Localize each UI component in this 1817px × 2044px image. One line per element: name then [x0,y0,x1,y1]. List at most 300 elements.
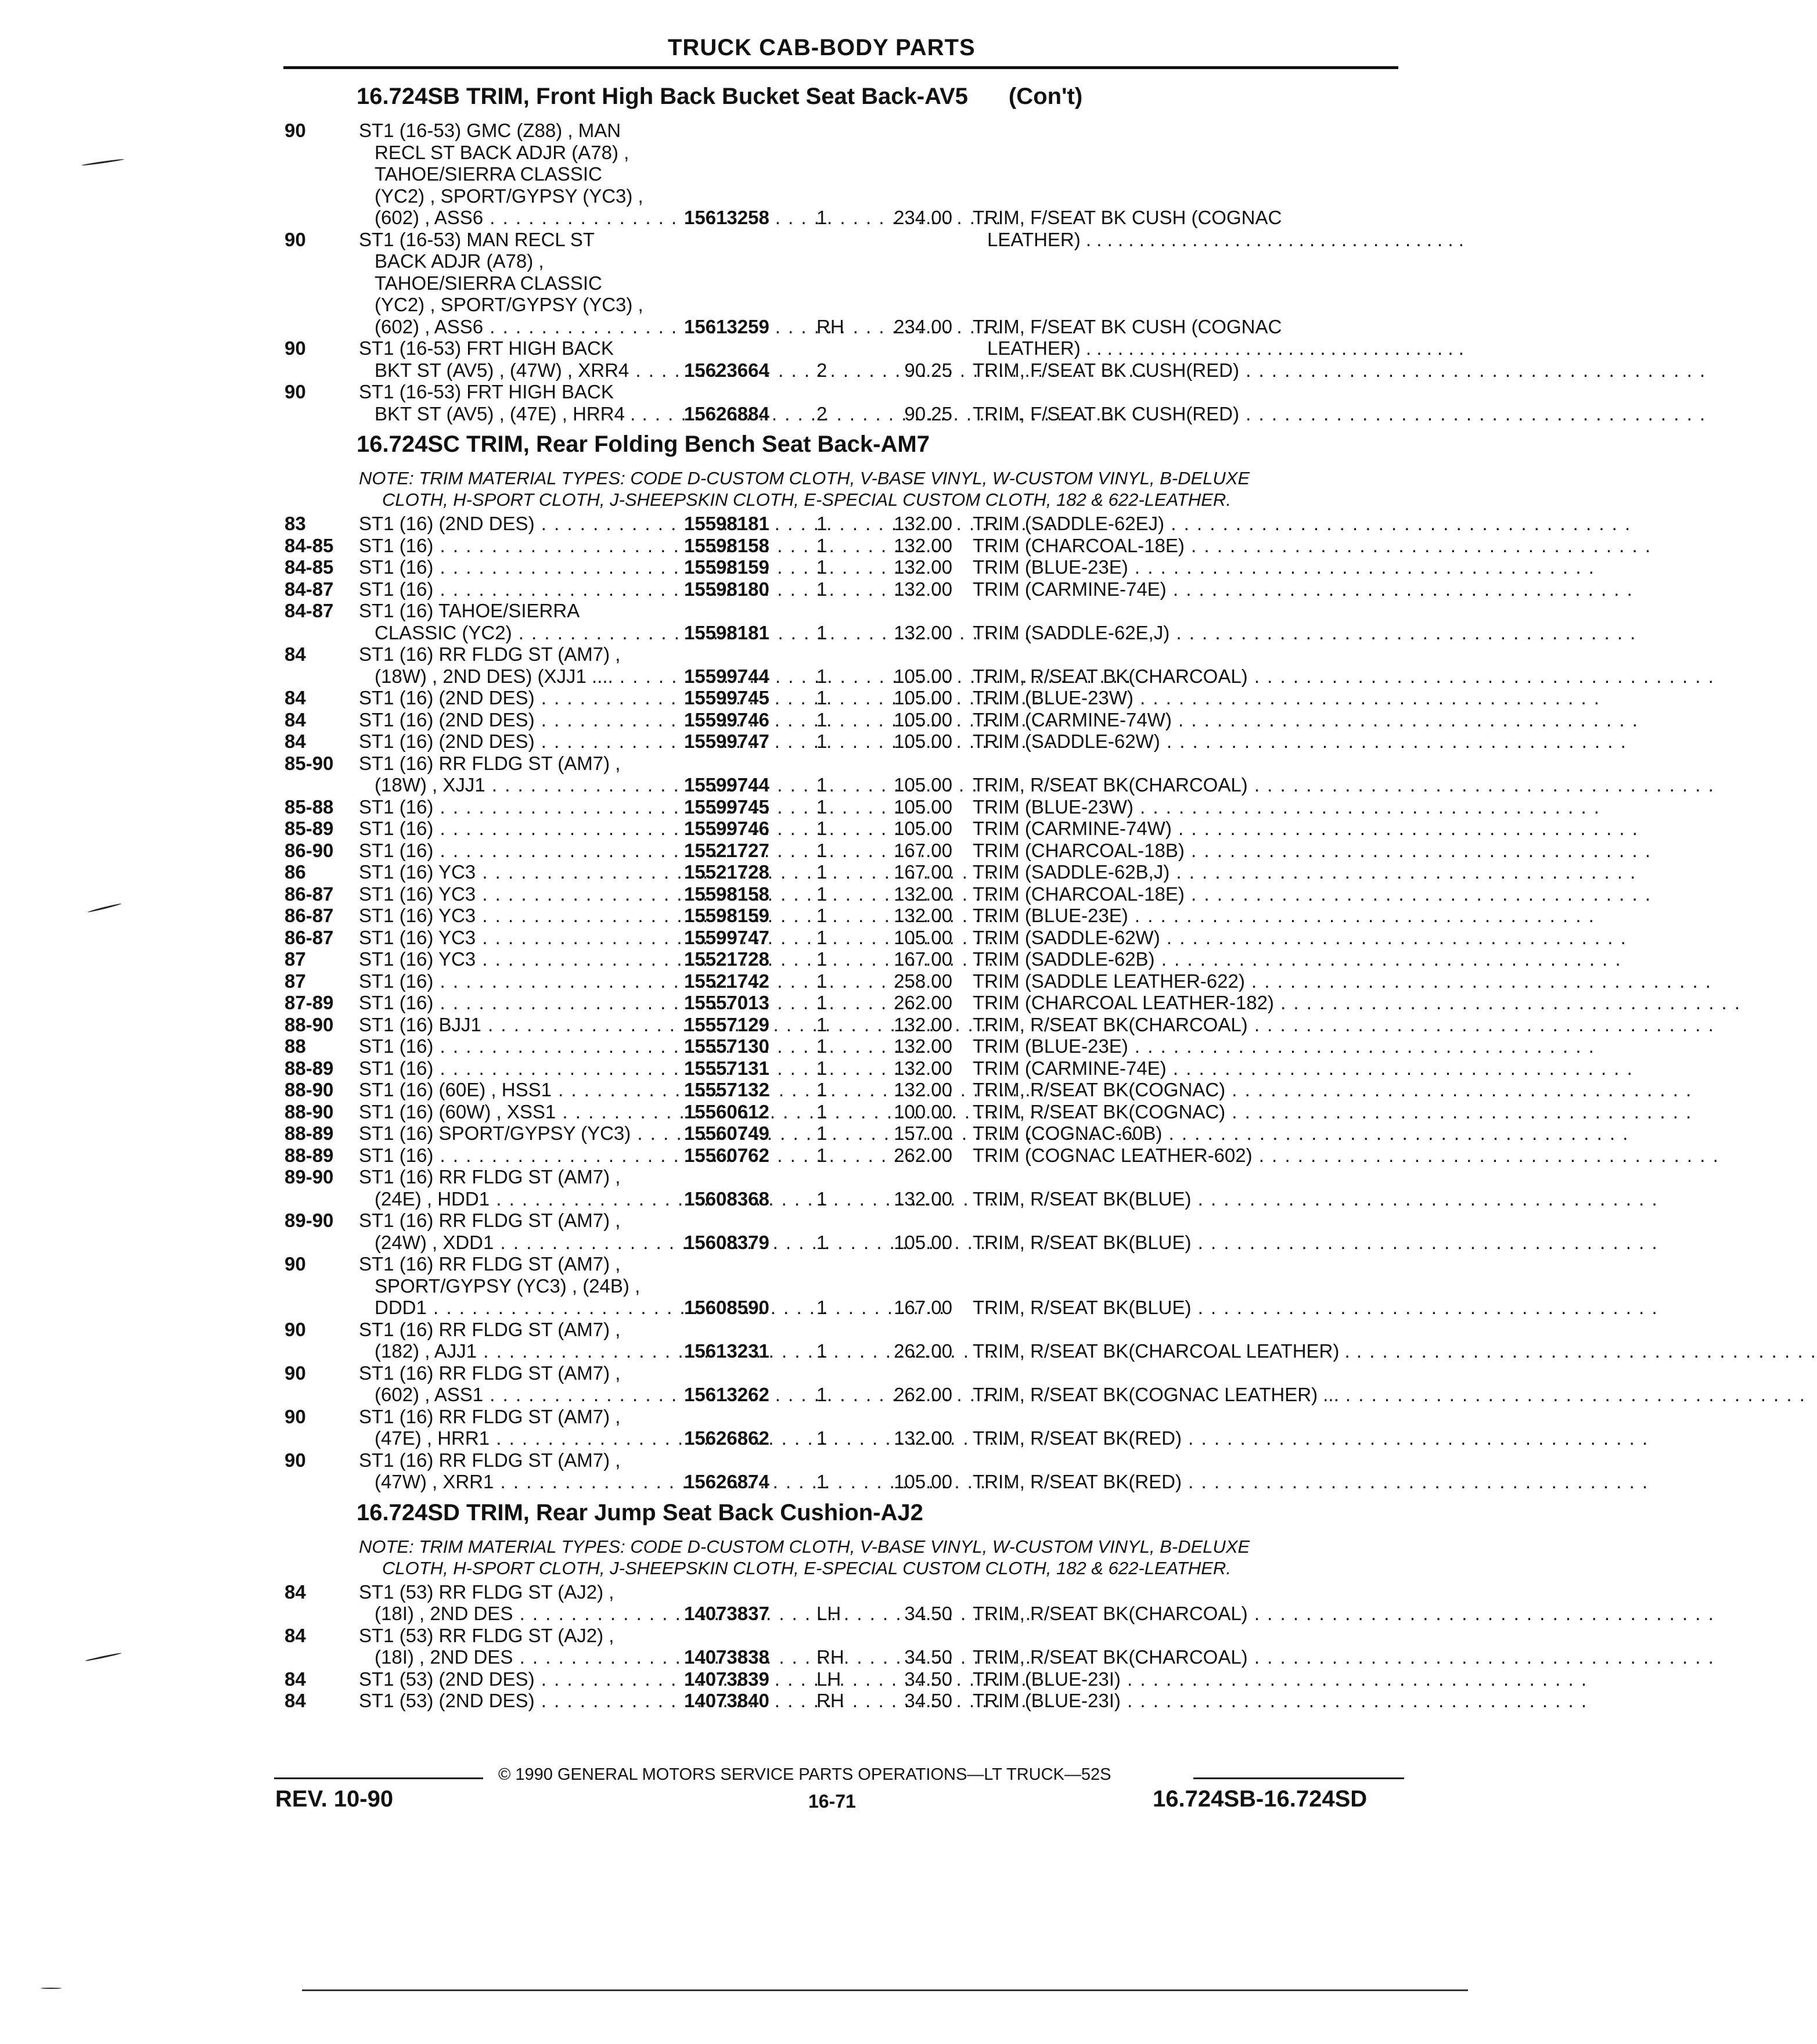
price: 132.00 [894,1079,952,1100]
leader-dots-wrap [359,709,667,731]
part-name [973,1035,1595,1057]
model-year: 88-89 [285,1144,334,1166]
part-row [285,708,1639,731]
model-year: 90 [285,1362,306,1384]
model-year: 87-89 [285,992,334,1013]
price: 100.00 [894,1100,952,1122]
section-title-text: 16.724SD TRIM, Rear Jump Seat Back Cushion-AJ2 [357,1499,923,1525]
leader-dots: . . . . . . . . . . . . . . . . . . . . . . . . . . . . . . . . . . . . [1184,883,1652,905]
part-name [973,708,1639,731]
quantity: 1 [816,1427,827,1449]
description-text: ST1 (16) . . . [359,1057,952,1079]
leader-dots: . . . . . . . . . . . . . . . . . . . . . . . . . . . . . . . . . . . . [1191,1187,1658,1210]
leader-dots-wrap [359,992,667,1014]
part-number: 15598159 [684,905,769,926]
part-number: 15521728 [684,948,769,970]
part-row [285,1035,1595,1057]
part-name [973,534,1652,557]
description-text: (602) , ASS6 . . . [375,316,1002,337]
quantity: 1 [816,839,827,861]
footer-rule-left [274,1777,483,1779]
leader-dots-wrap [359,513,667,535]
price: 105.00 [894,730,952,752]
part-row [285,337,1707,381]
part-name-text: TRIM (CHARCOAL-18E) [973,883,1185,905]
leader-dots: . . . . . . . . . . . . . . . . . . . . . . . . . . . . . . . . . . . . [1171,818,1639,839]
part-name-text: TRIM, F/SEAT BK CUSH(RED) [973,402,1239,424]
quantity: LH [816,1668,841,1690]
leader-dots-wrap [359,1668,667,1690]
leader-dots: . . . . . . . . . . . . . . . . . . . . . . . . . . . . . . . . . . . . [1239,359,1707,381]
part-name [973,665,1715,688]
description-text: ST1 (16) . . . [359,578,952,600]
description-line: ST1 (16) RR FLDG ST (AM7) , [359,1405,621,1427]
part-number: 15608368 [684,1187,769,1210]
quantity: 1 [816,556,827,578]
leader-dots: . . . . . . . . . . . . . . . . . . . . . . . . . . . . . . . . . . . . [1244,970,1712,992]
price: 157.00 [894,1122,952,1144]
part-row [285,1362,1806,1406]
price: 167.00 [894,948,952,970]
part-number: 15557131 [684,1057,769,1079]
description-line: ST1 (16) RR FLDG ST (AM7) , [359,1449,621,1471]
leader-dots-wrap [359,840,667,862]
section-note [359,1536,1404,1579]
description-text: (602) , ASS6 . . . [375,207,1002,228]
part-name [973,1603,1715,1625]
description-line: TAHOE/SIERRA CLASSIC [375,163,602,185]
description-line: ST1 (16) TAHOE/SIERRA [359,600,580,621]
quantity: 1 [816,1013,827,1035]
part-row [285,861,1637,883]
part-number: 15613262 [684,1384,769,1405]
description-text: (602) , ASS1 . . . [375,1384,1002,1405]
part-name [973,621,1637,644]
leader-dots-wrap [359,1035,667,1057]
leader-dots-wrap [375,1232,667,1254]
part-row [285,818,1639,840]
part-number: 14073838 [684,1646,769,1668]
model-year: 84 [285,643,306,665]
part-row [285,381,1707,424]
part-name [973,861,1637,883]
quantity: 2 [816,402,827,424]
part-name [973,1079,1693,1101]
part-number: 15613231 [684,1340,769,1362]
description-line: ST1 (16) RR FLDG ST (AM7) , [359,1166,621,1187]
leader-dots: . . . . . . . . . . . . . . . . . . . . . . . . . . . . . . . . . . . . [1247,1603,1715,1624]
part-name [973,1427,1649,1449]
model-year: 83 [285,513,306,534]
section-title-text: 16.724SB TRIM, Front High Back Bucket Seat Back-AV5 [357,84,968,109]
leader-dots-wrap [375,316,667,338]
quantity: 1 [816,796,827,818]
leader-dots-wrap [359,861,667,883]
part-number: 15598158 [684,534,769,556]
description-text: ST1 (16) BJJ1 . . . [359,1014,1000,1035]
leader-dots: . . . . . . . . . . . . . . . . . . . . . . . . . . . . . . . . . . . . [1164,513,1632,534]
footer-rule-right [1193,1777,1404,1779]
description-text: ST1 (53) (2ND DES) . . . [359,1668,1053,1690]
model-year: 84 [285,708,306,730]
part-number: 14073840 [684,1690,769,1711]
part-number: 15608590 [684,1297,769,1318]
model-year: 88-90 [285,1013,334,1035]
price: 105.00 [894,1471,952,1492]
description-line: SPORT/GYPSY (YC3) , (24B) , [375,1275,641,1297]
section-title-text: 16.724SC TRIM, Rear Folding Bench Seat Back-AM7 [357,431,930,457]
part-row [285,1405,1649,1449]
price: 132.00 [894,1013,952,1035]
price: 132.00 [894,1035,952,1057]
part-name [973,992,1742,1014]
description-text: ST1 (16) YC3 . . . [359,905,995,926]
part-number: 15557132 [684,1079,769,1100]
model-year: 85-89 [285,818,334,839]
model-year: 90 [285,1405,306,1427]
leader-dots-wrap [359,687,667,709]
description-line: ST1 (16-53) FRT HIGH BACK [359,337,614,359]
leader-dots: . . . . . . . . . . . . . . . . . . . . . . . . . . . . . . . . . . . . [1166,1057,1633,1079]
part-name [973,1690,1588,1712]
model-year: 84-85 [285,534,334,556]
description-line: ST1 (16-53) GMC (Z88) , MAN [359,120,621,141]
description-line: ST1 (16) RR FLDG ST (AM7) , [359,1253,621,1275]
price: 262.00 [894,1144,952,1166]
part-number: 15626884 [684,402,769,424]
description-text: (18I) , 2ND DES . . . [375,1646,1032,1668]
part-row [285,1690,1588,1712]
model-year: 90 [285,1253,306,1275]
part-name [973,578,1633,600]
model-year: 86-90 [285,839,334,861]
part-name-text: TRIM (BLUE-23I) [973,1668,1121,1690]
description-text: ST1 (16) . . . [359,840,952,861]
description-line: ST1 (16-53) FRT HIGH BACK [359,381,614,402]
part-name-text: TRIM (BLUE-23E) [973,556,1128,578]
scan-mark [302,1989,1468,1991]
part-name [973,1668,1588,1690]
note-line: CLOTH, H-SPORT CLOTH, J-SHEEPSKIN CLOTH, E-SPECIAL CUSTOM CLOTH, 182 & 622-LEATHER. [382,1557,1231,1578]
leader-dots-wrap [359,730,667,753]
part-number: 15599747 [684,730,769,752]
model-year: 84-87 [285,600,334,621]
description-text: (18W) , 2ND DES) (XJJ1 .... . . . [375,665,1132,687]
quantity: 1 [816,1340,827,1362]
footer-page-number: 16-71 [808,1791,856,1812]
quantity: RH [816,315,844,337]
model-year: 84-87 [285,578,334,600]
leader-dots: . . . . . . . . . . . . . . . . . . . . . . . . . . . . . . . . . . . . [1154,948,1622,970]
leader-dots-wrap [359,1122,667,1145]
price: 234.00 [894,315,952,337]
leader-dots-wrap [375,622,667,644]
quantity: 1 [816,926,827,948]
model-year: 84 [285,687,306,708]
part-number: 14073837 [684,1603,769,1624]
quantity: 1 [816,513,827,534]
part-name [973,1471,1649,1493]
quantity: 1 [816,1384,827,1405]
part-row [285,1013,1715,1036]
quantity: RH [816,1646,844,1668]
leader-dots: . . . . . . . . . . . . . . . . . . . . . . . . . . . . . . . . . . . . [1184,839,1652,861]
part-name [973,1013,1715,1036]
leader-dots: . . . . . . . . . . . . . . . . . . . . . . . . . . . . . . . . . . . . [1133,796,1600,818]
part-name [973,730,1627,753]
part-name [973,926,1627,949]
price: 105.00 [894,687,952,708]
part-number: 15560749 [684,1122,769,1144]
leader-dots: . . . . . . . . . . . . . . . . . . . . . . . . . . . . . . . . . . . . [1128,905,1595,926]
part-name-text: TRIM, R/SEAT BK(CHARCOAL LEATHER) . [973,1340,1350,1362]
quantity: 1 [816,948,827,970]
part-name-text: TRIM (CARMINE-74W) [973,708,1172,730]
description-line: ST1 (16) RR FLDG ST (AM7) , [359,1318,621,1340]
part-row [285,1122,1629,1145]
part-number: 15599746 [684,818,769,839]
description-line: BACK ADJR (A78) , [375,250,544,272]
leader-dots-wrap [359,1690,667,1712]
leader-dots: . . . . . . . . . . . . . . . . . . . . . . . . . . . . . . . . . . . . [1170,621,1637,643]
leader-dots: . . . . . . . . . . . . . . . . . . . . . . . . . . . . . . . . . . . . [1184,534,1652,556]
part-name-text: TRIM, R/SEAT BK(CHARCOAL) [973,1603,1248,1624]
description-text: ST1 (16) . . . [359,796,952,818]
quantity: 2 [816,359,827,381]
quantity: 1 [816,905,827,926]
leader-dots-wrap [375,1340,667,1362]
part-number: 15608379 [684,1231,769,1253]
leader-dots-wrap [359,535,667,557]
part-name [973,1340,1817,1362]
part-name-text: TRIM (CARMINE-74W) [973,818,1172,839]
part-name [973,316,1399,338]
footer-copyright: © 1990 GENERAL MOTORS SERVICE PARTS OPERATIONS—LT TRUCK—52S [498,1765,1111,1784]
price: 132.00 [894,1427,952,1449]
quantity: 1 [816,1035,827,1057]
part-number: 15599746 [684,708,769,730]
part-row [285,578,1633,600]
model-year: 84 [285,1624,306,1646]
price: 105.00 [894,665,952,687]
leader-dots-wrap [375,1427,667,1449]
part-name-text: TRIM (COGNAC-60B) [973,1122,1163,1144]
quantity: 1 [816,1187,827,1210]
model-year: 90 [285,381,306,402]
price: 132.00 [894,883,952,905]
leader-dots: . . . . . . . . . . . . . . . . . . . . . . . . . . . . . . . . . . . . [1191,1231,1658,1253]
model-year: 88-89 [285,1122,334,1144]
leader-dots-wrap [359,927,667,949]
description-text: ST1 (16) . . . [359,992,952,1013]
leader-dots-wrap [375,1646,667,1668]
model-year: 89-90 [285,1166,334,1187]
leader-dots-wrap [359,1079,667,1101]
description-text: ST1 (16) (2ND DES) . . . [359,687,1053,708]
price: 105.00 [894,818,952,839]
description-text: ST1 (16) (60E) , HSS1 . . . [359,1079,1070,1100]
scan-mark [41,1988,62,1989]
leader-dots-wrap [375,1297,667,1319]
leader-dots: . . . . . . . . . . . . . . . . . . . . . . . . . . . . . . . . . . . . [1239,402,1707,424]
part-number: 15557130 [684,1035,769,1057]
quantity: 1 [816,1144,827,1166]
description-text: ST1 (16) YC3 . . . [359,948,995,970]
leader-dots: . . . . . . . . . . . . . . . . . . . . . . . . . . . . . . . . . . . . [1160,926,1627,948]
price: 132.00 [894,1057,952,1079]
description-text: BKT ST (AV5) , (47E) , HRR4 . . . . [375,403,1154,424]
model-year: 86-87 [285,883,334,905]
leader-dots: . . . . . . . . . . . . . . . . . . . . . . . . . . . . . . . . . . . . [1166,578,1633,600]
model-year: 86-87 [285,926,334,948]
model-year: 84-85 [285,556,334,578]
section-title [357,1500,923,1526]
quantity: 1 [816,1057,827,1079]
part-name-text: TRIM (BLUE-23W) [973,687,1134,708]
part-row [285,534,1652,557]
description-text: (47E) , HRR1 . . . [375,1427,1009,1449]
leader-dots: . . . . . . . . . . . . . . . . . . . . . . . . . . . . . . . . . . . . [1080,337,1464,359]
part-name-text: TRIM (SADDLE-62B) [973,948,1155,970]
leader-dots: . . . . . . . . . . . . . . . . . . . . . . . . . . . . . . . . . . . . [1225,1079,1693,1100]
part-row [285,513,1632,535]
quantity: 1 [816,774,827,796]
part-row [285,1449,1649,1493]
part-row [285,948,1622,970]
part-name [973,774,1715,796]
price: 105.00 [894,926,952,948]
price: 34.50 [904,1646,952,1668]
quantity: 1 [816,665,827,687]
part-name-text: TRIM (BLUE-23I) [973,1690,1121,1711]
part-name [973,1057,1633,1079]
part-name [973,1231,1658,1254]
part-name [973,1144,1719,1167]
model-year: 89-90 [285,1210,334,1231]
section-title [357,431,930,458]
price: 105.00 [894,708,952,730]
leader-dots: . . . . . . . . . . . . . . . . . . . . . . . . . . . . . . . . . . . . [1273,992,1742,1013]
part-row [285,1144,1719,1167]
part-name-text: LEATHER) [987,337,1081,359]
part-name-text: TRIM (SADDLE-62EJ) [973,513,1165,534]
leader-dots: . . . . . . . . . . . . . . . . . . . . . . . . . . . . . . . . . . . . [1350,1340,1817,1362]
description-text: (47W) , XRR1 . . . [375,1471,1013,1492]
note-line: NOTE: TRIM MATERIAL TYPES: CODE D-CUSTOM CLOTH, V-BASE VINYL, W-CUSTOM VINYL, B-DELUXE [359,1536,1250,1557]
description-text: ST1 (16) YC3 . . . [359,861,995,883]
leader-dots-wrap [359,1145,667,1167]
part-row [285,687,1600,709]
description-line: RECL ST BACK ADJR (A78) , [375,141,629,163]
part-name [973,556,1595,578]
description-text: ST1 (16) . . . [359,970,952,992]
part-name-text: TRIM (CHARCOAL-18E) [973,534,1185,556]
part-number: 15560612 [684,1100,769,1122]
description-line: ST1 (16) RR FLDG ST (AM7) , [359,1210,621,1231]
quantity: 1 [816,207,827,228]
model-year: 85-88 [285,796,334,818]
quantity: LH [816,1603,841,1624]
description-line: (YC2) , SPORT/GYPSY (YC3) , [375,185,643,207]
part-name [973,818,1639,840]
part-name-text: TRIM (BLUE-23E) [973,1035,1128,1057]
part-row [285,970,1712,992]
part-name-text: TRIM (BLUE-23E) [973,905,1128,926]
part-name [973,970,1712,992]
part-row [285,905,1595,927]
part-name-text: TRIM, R/SEAT BK(COGNAC LEATHER) ... [973,1384,1339,1405]
part-row [285,1166,1658,1210]
scan-mark [85,1652,121,1661]
part-row [285,1079,1693,1101]
quantity: 1 [816,1231,827,1253]
part-number: 15598158 [684,883,769,905]
part-number: 15557129 [684,1013,769,1035]
price: 132.00 [894,578,952,600]
leader-dots: . . . . . . . . . . . . . . . . . . . . . . . . . . . . . . . . . . . . [1160,730,1627,752]
description-text: (24E) , HDD1 . . . [375,1188,1009,1210]
price: 132.00 [894,621,952,643]
leader-dots-wrap [359,883,667,905]
description-text: ST1 (16) . . . [359,1145,952,1166]
description-text: ST1 (16) YC3 . . . [359,927,995,948]
part-row [285,839,1652,862]
leader-dots: . . . . . . . . . . . . . . . . . . . . . . . . . . . . . . . . . . . . [1120,1690,1588,1711]
description-text: ST1 (16) (60W) , XSS1 . . . [359,1101,1075,1122]
description-text: (18I) , 2ND DES . . . [375,1603,1032,1624]
footer-section-ref: 16.724SB-16.724SD [1153,1786,1368,1812]
description-text: ST1 (16) . . . [359,535,952,556]
part-number: 15521727 [684,839,769,861]
part-name-text: TRIM (BLUE-23W) [973,796,1134,818]
leader-dots-wrap [359,905,667,927]
description-line: ST1 (16) RR FLDG ST (AM7) , [359,1362,621,1384]
model-year: 86 [285,861,306,883]
quantity: 1 [816,1079,827,1100]
part-name-text: TRIM, R/SEAT BK(COGNAC) [973,1100,1226,1122]
part-row [285,1210,1658,1253]
quantity: 1 [816,1100,827,1122]
leader-dots: . . . . . . . . . . . . . . . . . . . . . . . . . . . . . . . . . . . . [1133,687,1600,708]
price: 167.00 [894,861,952,883]
description-text: ST1 (16) (2ND DES) . . . [359,513,1053,534]
part-name-text: TRIM, R/SEAT BK(RED) [973,1471,1182,1492]
description-line: ST1 (16) RR FLDG ST (AM7) , [359,752,621,774]
part-name-text: LEATHER) [987,228,1081,250]
scan-mark [88,903,122,913]
leader-dots: . . . . . . . . . . . . . . . . . . . . . . . . . . . . . . . . . . . . [1247,665,1715,687]
model-year: 87 [285,948,306,970]
description-text: ST1 (16) . . . [359,1035,952,1057]
leader-dots: . . . . . . . . . . . . . . . . . . . . . . . . . . . . . . . . . . . . [1080,228,1464,250]
part-name [973,1187,1658,1210]
price: 258.00 [894,970,952,992]
quantity: 1 [816,1471,827,1492]
leader-dots-wrap [375,1384,667,1406]
quantity: 1 [816,621,827,643]
quantity: 1 [816,992,827,1013]
model-year: 84 [285,730,306,752]
part-name [973,883,1652,905]
description-line: ST1 (16-53) MAN RECL ST [359,228,595,250]
part-name-text: TRIM, F/SEAT BK CUSH (COGNAC [973,315,1282,337]
part-row [285,600,1637,643]
part-name [973,1122,1629,1145]
part-number: 15598159 [684,556,769,578]
part-name [973,513,1632,535]
part-name [973,1384,1806,1406]
part-name-text: TRIM (SADDLE-62W) [973,926,1160,948]
